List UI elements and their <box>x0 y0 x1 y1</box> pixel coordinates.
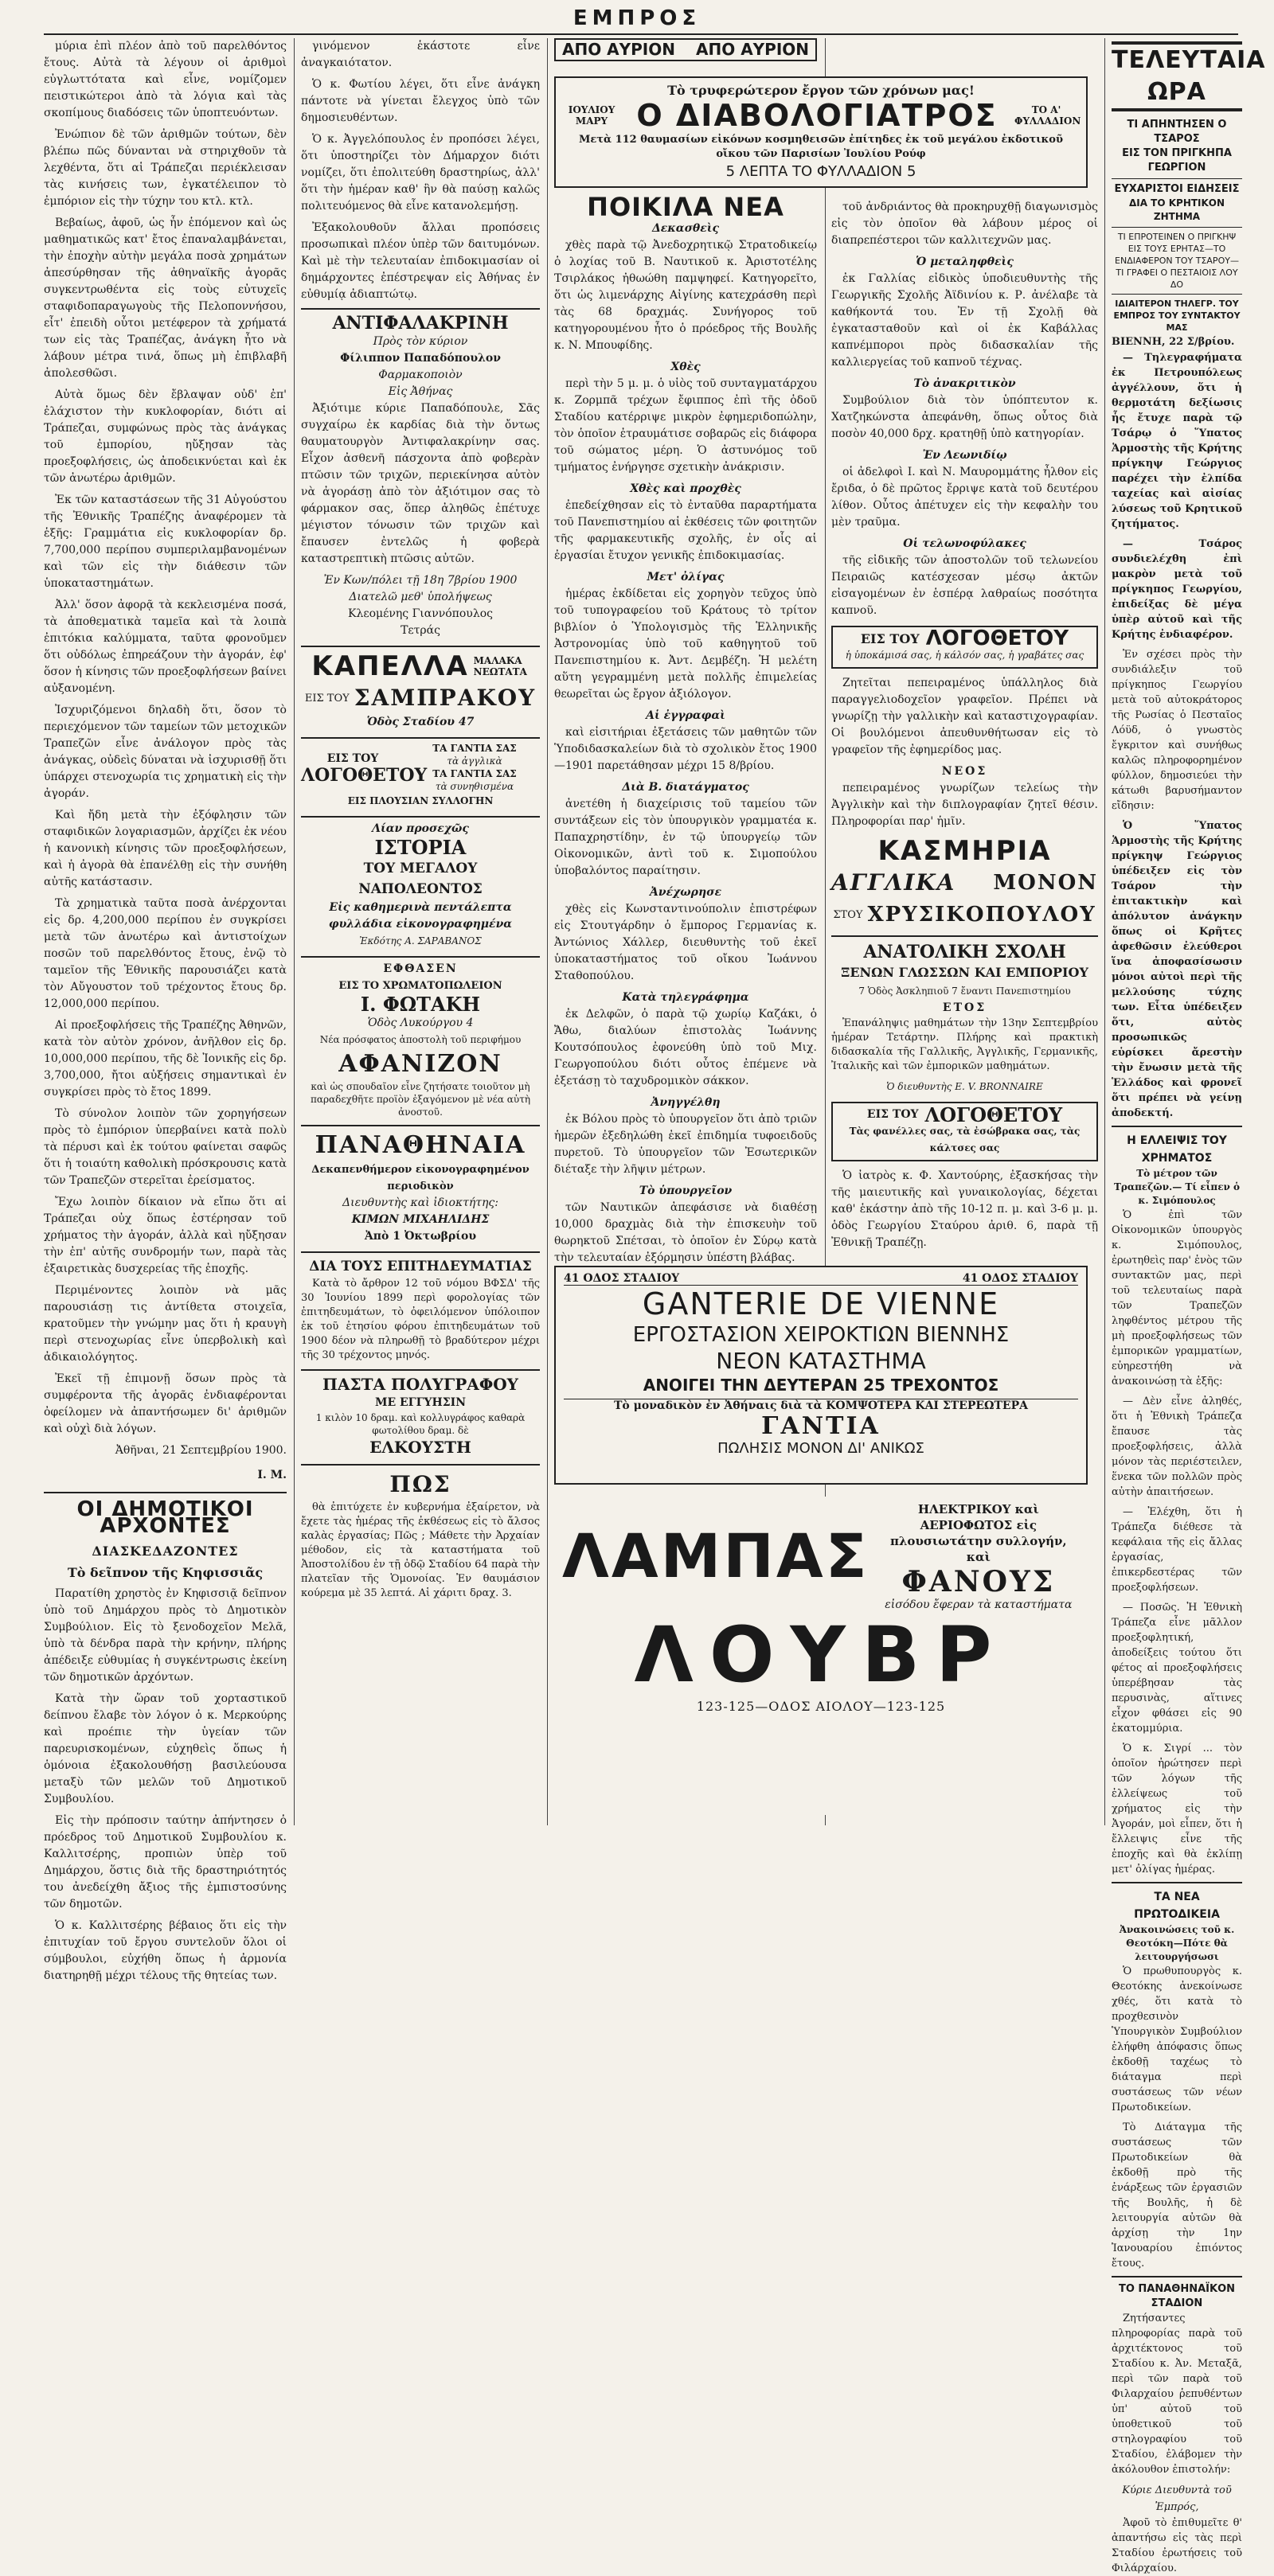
news-item: Οἱ τελωνοφύλακες τῆς εἰδικῆς τῶν ἀποστολῶν τοῦ τελωνείου Πειραιῶς κατέσχεσαν μέσῳ ἀκτῶν εἰσαγομένων ἐν ἑσπέρᾳ λαθραίως ποσότητα καπνοῦ. <box>831 537 1098 617</box>
ad-title: ΕΡΓΟΣΤΑΣΙΟΝ ΧΕΙΡΟΚΤΙΩΝ ΒΙΕΝΝΗΣ <box>632 1323 1010 1347</box>
article-paragraph: Ἀφοῦ τὸ ἐπιθυμεῖτε θ' ἀπαντήσω εἰς τὰς περὶ Σταδίου ἐρωτήσεις τοῦ Φιλάρχαίου. <box>1112 2517 1242 2574</box>
news-item: Διὰ Β. διατάγματος ἀνετέθη ἡ διαχείρισις τοῦ ταμείου τῶν συντάξεων εἰς τὸν ὑπουργικὸν γραμματέα κ. Παπαχρηστίδην, ἐν τῷ ὑπουργείῳ τῶν Οἰκονομικῶν, ἀντὶ τοῦ κ. Σιμοπούλου ὑποβαλόντος παραίτησιν. <box>554 781 817 877</box>
article-paragraph: Παρατίθη χρηστὸς ἐν Κηφισσιᾷ δεῖπνον ὑπὸ τοῦ Δημάρχου πρὸς τὸ Δημοτικὸν Συμβούλιον. Εἰς τὸ ξενοδοχεῖον Μελᾶ, ὑπὸ τὰ δένδρα παρὰ τὴν κρήνην, πλήρης ἀπέδειξε εὐθυμίας ἡ συγκέντρωσις ἐκείνη τῶν δημοτικῶν ἀρχόντων. <box>44 1587 287 1684</box>
column-1 <box>44 38 287 1982</box>
news-item: Ὁ μεταληφθεὶς ἐκ Γαλλίας εἰδικὸς ὑποδιευθυντὴς τῆς Γεωργικῆς Σχολῆς Ἀϊδινίου κ. Ρ. ἀνέλαβε τὰ καθήκοντά του. Ἐν τῇ Σχολῇ θὰ ἐγκατασταθοῦν καὶ οἱ ἐκ Καβάλλας καπνέμποροι πρὸς διδασκαλίαν τῆς καλλιεργείας τοῦ καπνοῦ τέχνας. <box>831 256 1098 369</box>
ad-line: ΑΝΟΙΓΕΙ ΤΗΝ ΔΕΥΤΕΡΑΝ 25 ΤΡΕΧΟΝΤΟΣ <box>643 1376 999 1395</box>
ad-line: ΤΑ ΓΑΝΤΙΑ ΣΑΣ <box>432 743 517 754</box>
ganterie-advertisement <box>554 1266 1088 1485</box>
article-paragraph: Ἰσχυριζόμενοι δηλαδὴ ὅτι, ὅσον τὸ περιεχόμενον τῶν ταμείων τῶν μετοχικῶν Τραπεζῶν εἶνε ἀνάλογον πρὸς τὰς ἀνάγκας, οὐδεὶς δύναται νὰ ἰσχυρισθῇ ὅτι ὑπάρχει στενοχωρία τις χρηματικὴ εἰς τὴν ἀγοράν. <box>44 704 287 800</box>
ad-line: Λίαν προσεχῶς <box>372 822 469 835</box>
ad-line: ΜΑΛΑΚΑ ΝΕΩΤΑΤΑ <box>473 655 527 677</box>
article-paragraph: Ὁ κ. Ἀγγελόπουλος ἐν προπόσει λέγει, ὅτι ὑποστηρίζει τὸν Δήμαρχον διότι νομίζει, ὅτι ἐπολιτεύθη δραστηρίως, ἀλλ' ὅτι τὴν ἡμέραν καθ' ἣν θὰ παύσῃ καλῶς πολιτευόμενος θὰ εἶνε κατανολεμήσῃ. <box>301 133 540 213</box>
article-paragraph: Ἐνώπιον δὲ τῶν ἀριθμῶν τούτων, δὲν βλέπω πῶς δύνανται νὰ στηριχθοῦν τὰ λεχθέντα, ὅτι αἱ Τράπεζαι περιέκλεισαν τὰς κινήσεις των, ἐγκατέλειπον τὸ ἐμπόριον εἰς τὴν τύχην του κτλ. κτλ. <box>44 128 287 208</box>
article-paragraph: — Τσάρος συνδιελέχθη ἐπὶ μακρὸν μετὰ τοῦ πρίγκηπος Γεωργίου, ἐπιδείξας δὲ μέγα ὑπὲρ αὐτοῦ καὶ τῆς Κρήτης ἐνδιαφέρον. <box>1112 538 1242 641</box>
ad-line: Ἐν Κων/πόλει τῇ 18η 7βρίου 1900 <box>323 574 518 587</box>
article-paragraph: Τὸ σύνολον λοιπὸν τῶν χορηγήσεων πρὸς τὸ ἐμπόριον ὑπερβαίνει κατὰ πολὺ τὰ πέρυσι καὶ ἐκ τούτου φαίνεται σαφῶς ὅτι ἡ τοιαύτη καθολικὴ πρόσκρουσις κατὰ τῶν Τραπεζῶν στερεῖται ἐρείσματος. <box>44 1107 287 1187</box>
article-paragraph: γινόμενον ἑκάστοτε εἶνε ἀναγκαιότατον. <box>301 40 540 69</box>
ad-line: ΕΤΟΣ <box>942 1001 987 1014</box>
ad-line: 123-125—ΟΔΟΣ ΑΙΟΛΟΥ—123-125 <box>696 1699 946 1714</box>
ad-body: Ἀξιότιμε κύριε Παπαδόπουλε, Σᾶς συγχαίρω ἐκ καρδίας διὰ τὴν ὄντως θαυματουργὸν Ἀντιφαλακρίνην σας. Εἶχον ἀσθενῆ πάσχοντα ἀπὸ φοβερὰν πτῶσιν τῶν τριχῶν, περιεκίνησα αὐτὸν νὰ ἀγοράσῃ ἀπὸ τὸν ἀξιότιμον σας τὸ φάρμακον σας, ὅπερ ἀληθῶς ἐπέτυχε μέγιστον τόνωσιν τῶν τριχῶν καὶ ἔπαυσεν ἐντελῶς ἡ φοβερὰ καταστρεπτικὴ πτῶσις αὐτῶν. <box>301 402 540 565</box>
article-paragraph: Ἐκεῖ τῇ ἐπιμονῇ ὅσων πρὸς τὰ συμφέροντα τῆς ἀγορᾶς ἐνδιαφέρονται ὀφείλομεν νὰ ἀπαντήσωμεν δι' ἀριθμῶν καὶ οὐχὶ διὰ λόγων. <box>44 1372 287 1435</box>
news-item: Κατὰ τηλεγράφημα ἐκ Δελφῶν, ὁ παρὰ τῷ χωρίῳ Καζάκι, ὁ Ἄθω, διαλύων ἐπιστολὰς Ἰωάννης Κουτσόπουλος ἐφονεύθη ὑπὸ τοῦ Μιχ. Γεωργοπούλου διότι οὗτος ἐπέμενε νὰ ἐξετάσῃ τὸ ταχυδρομικὸν σάκκον. <box>554 991 817 1087</box>
news-item: Δεκασθεὶς χθὲς παρὰ τῷ Ἀνεδοχρητικῷ Στρατοδικείῳ ὁ λοχίας τοῦ Β. Ναυτικοῦ κ. Ἀριστοτέλης Τσιρλάκος ἠθωώθη παμψηφεί. Κατηγορεῖτο, ὅτι ὡς λιμενάρχης Αἰγίνης κατεχράσθη περὶ τὰς 68 δραχμάς. Συνήγορος τοῦ κατηγορουμένου ἦτο ὁ πρόεδρος τῆς Βουλῆς κ. Ν. Μπουφίδης. <box>554 222 817 352</box>
article-paragraph: — Τηλεγραφήματα ἐκ Πετρουπόλεως ἀγγέλλουν, ὅτι ἡ θερμοτάτη δεξίωσις ἧς ἔτυχε παρὰ τῷ Τσάρῳ ὁ Ὕπατος Ἁρμοστὴς τῆς Κρήτης πρίγκηψ Γεώργιος παρέχει τὴν ἐλπίδα ταχείας καὶ αἰσίας λύσεως τοῦ Κρητικοῦ ζητήματος. <box>1112 352 1242 530</box>
ad-body: Ἐπανάληψις μαθημάτων τὴν 13ην Σεπτεμβρίου ἡμέραν Τετάρτην. Πλήρης καὶ πρακτικὴ διδασκαλία τῆς Γαλλικῆς, Ἀγγλικῆς, Γερμανικῆς, Ἰταλικῆς καὶ τῶν ἐμπορικῶν μαθημάτων. <box>831 1017 1098 1072</box>
ad-line: ΚΙΜΩΝ ΜΙΧΑΗΛΙΔΗΣ <box>351 1213 490 1226</box>
ad-line: ΤΟ Α' ΦΥΛΛΑΔΙΟΝ <box>1014 104 1081 127</box>
ad-line: Δεκαπενθήμερον εἰκονογραφημένον περιοδικὸν <box>311 1164 530 1192</box>
ad-title: Ο ΔΙΑΒΟΛΟΓΙΑΤΡΟΣ <box>636 98 998 133</box>
ad-line: Ὁ διευθυντὴς E. V. BRONNAIRE <box>886 1081 1043 1092</box>
ad-title: ΙΣΤΟΡΙΑ <box>374 836 467 859</box>
ad-title: ΜΟΝΟΝ <box>993 871 1098 895</box>
ad-line: ΕΙΣ ΠΛΟΥΣΙΑΝ ΣΥΛΛΟΓΗΝ <box>347 795 494 806</box>
news-item: Ἐν Λεωνιδίῳ οἱ ἀδελφοὶ Ι. καὶ Ν. Μαυρομμάτης ἦλθον εἰς ἔριδα, ὁ δὲ πρῶτος ἔρριψε κατὰ τοῦ δευτέρου λίθον. Οὗτος ἀπέτυχεν εἰς τὴν κεφαλὴν του μὲν τραῦμα. <box>831 449 1098 529</box>
section-title: ΤΕΛΕΥΤΑΙΑ ΩΡΑ <box>1112 41 1242 111</box>
ad-title: ΕΛΚΟΥΣΤΗ <box>369 1438 471 1457</box>
article-paragraph: Ἐκ τῶν καταστάσεων τῆς 31 Αὐγούστου τῆς Ἐθνικῆς Τραπέζης ἀναφέρομεν τὰ ἑξῆς: Γραμμάτια εἰς κυκλοφορίαν δρ. 7,700,000 περίπου συμπεριλαμβανομένων καὶ τῶν εἰς τὴν διάθεσιν τῶν ὑποκαταστημάτων. <box>44 494 287 590</box>
news-item: Ἀνηγγέλθη ἐκ Βόλου πρὸς τὸ ὑπουργεῖον ὅτι ἀπὸ τριῶν ἡμερῶν ἐξεδηλώθη ἐκεῖ ἐπιδημία τυφοειδοῦς πυρετοῦ. Τὸ ὑπουργεῖον τῶν Ἐσωτερικῶν διέταξε τὴν λῆψιν μέτρων. <box>554 1096 817 1176</box>
news-item: Αἱ ἐγγραφαὶ καὶ εἰσιτήριαι ἐξετάσεις τῶν μαθητῶν τῶν Ὑποδιδασκαλείων διὰ τὸ σχολικὸν ἔτος 1900—1901 παρετάθησαν μέχρι 15 8/βρίου. <box>554 709 817 772</box>
ad-line: Εἰς Ἀθήνας <box>388 385 453 398</box>
ad-line: Τὸ τρυφερώτερον ἔργον τῶν χρόνων μας! <box>667 83 975 98</box>
article-paragraph: Ὁ Ὕπατος Ἁρμοστὴς τῆς Κρήτης πρίγκηψ Γεώργιος ὑπέδειξεν εἰς τὸν Τσάρον τὴν ἐπιτακτικὴν καὶ ἀπόλυτον ἀνάγκην ὅπως οἱ Κρῆτες ἀφεθῶσιν ἐλεύθεροι ἵνα ἀποφασίσωσιν μόνοι αὐτοὶ περὶ τῆς μελλούσης τύχης των. Εἶτα ὑπέδειξεν ὅτι, αὐτὸς προσωπικῶς εὑρίσκει ἄρεστὴν τὴν ἔνωσιν μετὰ τῆς Ἑλλάδος καὶ φρονεῖ ὅτι πρέπει νὰ γείνῃ ἀποδεκτή. <box>1112 820 1242 1119</box>
ad-title: ΑΓΓΛΙΚΑ <box>831 869 956 896</box>
ad-title: ΞΕΝΩΝ ΓΛΩΣΣΩΝ ΚΑΙ ΕΜΠΟΡΙΟΥ <box>841 965 1088 980</box>
ad-title: GANTERIE DE VIENNE <box>642 1286 1000 1321</box>
ad-line: Τὸ μοναδικὸν ἐν Ἀθήναις διὰ τὰ ΚΟΜΨΟΤΕΡΑ ΚΑΙ ΣΤΕΡΕΩΤΕΡΑ <box>564 1399 1078 1412</box>
article-paragraph: — Ποσῶς. Ἡ Ἐθνικὴ Τράπεζα εἶνε μᾶλλον προεξοφλητική, ἀποδείξεις τούτου ὅτι φέτος αἱ προεξοφλήσεις ὑπερέβησαν τὰς περυσινὰς, αἵτινες εἶχον φθάσει εἰς 90 ἑκατομμύρια. <box>1112 1602 1242 1735</box>
ad-line: 41 ΟΔΟΣ ΣΤΑΔΙΟΥ <box>564 1272 680 1285</box>
masthead: ΕΜΠΡΟΣ <box>573 6 701 30</box>
ad-title: ΧΡΥΣΙΚΟΠΟΥΛΟΥ <box>867 903 1096 927</box>
ad-line: ΤΑ ΓΑΝΤΙΑ ΣΑΣ <box>432 768 517 779</box>
article-paragraph: Ὁ κ. Σιγρί ... τὸν ὁποῖον ἠρώτησεν περὶ τῶν λόγων τῆς ἐλλείψεως τοῦ χρήματος εἰς τὴν Ἀγοράν, μοὶ εἶπεν, ὅτι ἡ ἔλλειψις εἶνε τῆς ἐποχῆς καὶ θὰ ἐκλίπῃ μετ' ὀλίγας ἡμέρας. <box>1112 1743 1242 1875</box>
ad-line: Ἐκδότης Α. ΣΑΡΑΒΑΝΟΣ <box>359 935 482 946</box>
article-paragraph: — Δὲν εἶνε ἀληθές, ὅτι ἡ Ἐθνικὴ Τράπεζα ἔπαυσε τὰς προεξοφλήσεις, ἀλλὰ μόνον τὰς περιέστειλεν, ἕνεκα τῶν πολλῶν πρὸς αὐτὴν ἀπαιτήσεων. <box>1112 1395 1242 1498</box>
ad-line: ΙΟΥΛΙΟΥ ΜΑΡΥ <box>568 104 616 127</box>
article-dateline: Ἀθῆναι, 21 Σεπτεμβρίου 1900. <box>115 1444 287 1457</box>
ad-line: Διευθυντὴς καὶ ἰδιοκτήτης: <box>342 1196 498 1209</box>
article-author: Ι. Μ. <box>257 1469 287 1481</box>
news-headline: ΤΑ ΝΕΑ ΠΡΩΤΟΔΙΚΕΙΑ <box>1134 1891 1220 1921</box>
ad-body: θὰ ἐπιτύχετε ἐν κυβερνήμα ἐξαίρετον, νὰ ἔχετε τὰς ἡμέρας τῆς ἐκθέσεως εἰς τὸ ἄλσος καλὰς ἐργασίας; Πῶς ; Μάθετε τὴν Ἀρχαίαν μέθοδον, εἰς τὰ καταστήματα τοῦ Ἀποστολίδου ἐν τῇ ὁδῷ Σταδίου 64 παρὰ τὴν πλατεῖαν τῆς Ὁμονοίας. Ἐν θαυμάσιον κούρεμα μὲ 35 λεπτά. Αἱ χάριτι δραχ. 3. <box>301 1501 540 1599</box>
article-subheadline: ΔΙΑΣΚΕΔΑΖΟΝΤΕΣ <box>92 1544 239 1559</box>
ad-line: τὰ ἀγγλικὰ <box>447 755 502 767</box>
section-title: ΠΟΙΚΙΛΑ ΝΕΑ <box>587 192 784 222</box>
ad-line: 1 κιλὸν 10 δραμ. καὶ κολλυγράφος καθαρὰ φωτολίθου δραμ. δὲ <box>315 1412 526 1436</box>
ad-title: ΑΦΑΝΙΖΟΝ <box>338 1050 502 1078</box>
ad-body: Κατὰ τὸ ἄρθρον 12 τοῦ νόμου ΒΦΣΔ' τῆς 30 Ἰουνίου 1899 περὶ φορολογίας τῶν ἐπιτηδευμάτων, τὸ ὀφειλόμενον ὑπόλοιπον ἐκ τοῦ ἐτησίου φόρου ἐπιτηδευμάτων τοῦ 1900 δέον νὰ πληρωθῇ τὸ βραδύτερον μέχρι τῆς 30 τρέχοντος μηνός. <box>301 1278 540 1361</box>
column-4 <box>831 199 1098 1258</box>
article-paragraph: τοῦ ἀνδριάντος θὰ προκηρυχθῇ διαγωνισμὸς εἰς τὸν ὁποῖον θὰ λάβουν μέρος οἱ διαπρεπέστεροι τῶν καλλιτεχνῶν μας. <box>831 201 1098 247</box>
article-paragraph: Ὁ ἐπὶ τῶν Οἰκονομικῶν ὑπουργὸς κ. Σιμόπουλος, ἐρωτηθεὶς παρ' ἑνὸς τῶν συντακτῶν μας, περὶ τοῦ τελευταίως παρὰ τῶν Τραπεζῶν ληφθέντος μέτρου τῆς μὴ προεξοφλήσεως τῶν ἐμπορικῶν γραμματίων, εὐηρεστήθη νὰ ἀνακοινώσῃ τὰ ἑξῆς: <box>1112 1209 1242 1388</box>
ad-title: Ι. ΦΩΤΑΚΗ <box>360 993 481 1016</box>
article-paragraph: Ὁ ἰατρὸς κ. Φ. Χαντούρης, ἐξασκήσας τὴν τῆς μαιευτικῆς καὶ γυναικολογίας, δέχεται καθ' ἑκάστην ἀπὸ τῆς 10-12 π. μ. καὶ 3-6 μ. μ. ὁδὸς Γεωργίου Σταύρου ἀριθ. 6, παρὰ τῇ Ἐθνικῇ Τραπέζῃ. <box>831 1169 1098 1249</box>
ad-line: 7 Ὁδὸς Ἀσκληπιοῦ 7 ἔναντι Πανεπιστημίου <box>858 986 1071 997</box>
article-paragraph: Αὐτὰ ὅμως δὲν ἔβλαψαν οὐδ' ἐπ' ἐλάχιστον τὴν κυκλοφορίαν, διότι αἱ Τράπεζαι, συμφώνως πρὸς τὰς ἀνάγκας τοῦ ἐμπορίου, ηὔξησαν τὰς προεξοφλήσεις, ὡς ἀποδεικνύεται καὶ ἐκ τῶν ἀνωτέρω ἀριθμῶν. <box>44 388 287 485</box>
ad-title: ΝΕΟΝ ΚΑΤΑΣΤΗΜΑ <box>716 1348 926 1374</box>
ad-title: ΛΟΓΟΘΕΤΟΥ <box>301 765 428 786</box>
ad-line: καὶ ὡς σπουδαῖον εἶνε ζητήσατε τοιοῦτον μὴ παραδεχθῆτε προϊὸν ἐξαγόμενον μὲ νέα αὐτὴ ἀνοστοῦ. <box>310 1081 531 1118</box>
article-paragraph: Ζητήσαντες πληροφορίας παρὰ τοῦ ἀρχιτέκτονος τοῦ Σταδίου κ. Ἀν. Μεταξᾶ, περὶ τῶν παρὰ τοῦ Φιλαρχαίου ῥεπυθέντων ὑπ' αὐτοῦ τοῦ ὑποθετικοῦ τοῦ στηλογραφίου τοῦ Σταδίου, ἐλάβομεν τὴν ἀκόλουθον ἐπιστολήν: <box>1112 2313 1242 2476</box>
ad-line: Ὁδὸς Λυκούργου 4 <box>367 1017 474 1029</box>
ad-title: ΑΝΑΤΟΛΙΚΗ ΣΧΟΛΗ <box>863 942 1066 962</box>
ad-title: ΓΑΝΤΙΑ <box>761 1412 881 1440</box>
ad-line: Διατελῶ μεθ' ὑπολήψεως <box>349 591 492 603</box>
ad-title: ΣΑΜΠΡΑΚΟΥ <box>354 685 537 711</box>
news-item: Ἀνέχωρησε χθὲς εἰς Κωνσταντινούπολιν ἐπιστρέφων εἰς Στουτγάρδην ὁ ἔμπορος Γερμανίας κ. Ἀντώνιος Χάλλερ, διευθυντὴς τοῦ ἐκεῖ ὑποκαταστήματος τοῦ οἴκου Ἰωάννου Σταθοπούλου. <box>554 886 817 982</box>
article-paragraph: Περιμένοντες λοιπὸν νὰ μᾶς παρουσιάσῃ τις ἀντίθετα στοιχεῖα, κρατοῦμεν τὴν γνώμην μας ὅτι ἡ κραυγὴ περὶ στενοχωρίας εἶνε ὑπερβολικὴ καὶ ἀδικαιολόγητος. <box>44 1284 287 1364</box>
novel-advertisement <box>554 76 1088 188</box>
ad-line: Ἀπὸ 1 Ὀκτωβρίου <box>364 1230 477 1243</box>
article-paragraph: Ἐξακολουθοῦν ἄλλαι προπόσεις προσωπικαὶ πλέον ὑπὲρ τῶν δαιτυμόνων. Καὶ μὲ τὴν τελευταίαν ἐπιδοκιμασίαν οἱ δημάρχοντες ἐπέστρεψαν εἰς Ἀθήνας ἐν εὐθυμίᾳ ἀδιαπτώτῳ. <box>301 221 540 301</box>
ad-line: ΠΩΛΗΣΙΣ ΜΟΝΟΝ ΔΙ' ΑΝΙΚΩΣ <box>717 1440 924 1457</box>
news-headline: ΕΥΧΑΡΙΣΤΟΙ ΕΙΔΗΣΕΙΣ <box>1114 183 1240 195</box>
ad-line: τὰ συνηθισμένα <box>435 781 514 792</box>
news-item: Χθὲς καὶ προχθὲς ἐπεδείχθησαν εἰς τὸ ἐνταῦθα παραρτήματα τοῦ Πανεπιστημίου αἱ ἐκθέσεις τῶν φοιτητῶν τῆς φαρμακευτικῆς σχολῆς, ἐν οἷς αἱ ἐργασίαι ἔτυχον γενικῆς ἐπιδοκιμασίας. <box>554 482 817 562</box>
news-subheadline: Ἀνακοινώσεις τοῦ κ. Θεοτόκη—Πότε θὰ λειτουργήσωσι <box>1119 1924 1235 1962</box>
ad-title: ΠΑΝΑΘΗΝΑΙΑ <box>315 1131 526 1159</box>
article-paragraph: Εἰς τὴν πρόποσιν ταύτην ἀπήντησεν ὁ πρόεδρος τοῦ Δημοτικοῦ Συμβουλίου κ. Καλλιτσέρης, προπιὼν ὑπὲρ τοῦ Δημάρχου, ὅστις διὰ τῆς δραστηριότητός του ἀνεδείχθη ἄξιος τῆς ἐμπιστοσύνης τῶν δημοτῶν. <box>44 1814 287 1911</box>
ad-header-right: ΑΠΟ ΑΥΡΙΟΝ <box>696 40 809 59</box>
news-subheadline: ΙΔΙΑΙΤΕΡΟΝ ΤΗΛΕΓΡ. ΤΟΥ ΕΜΠΡΟΣ ΤΟΥ ΣΥΝΤΑΚΤΟΥ ΜΑΣ <box>1113 299 1241 333</box>
ad-line: Μετὰ 112 θαυμασίων εἰκόνων κοσμηθεισῶν ἐπίτηδες ἐκ τοῦ μεγάλου ἐκδοτικοῦ οἴκου τῶν Παρισίων Ἰουλίου Ρούφ <box>579 134 1063 160</box>
article-paragraph: Τὸ Διάταγμα τῆς συστάσεως τῶν Πρωτοδικείων θὰ ἐκδοθῇ πρὸ τῆς ἐνάρξεως τῶν ἐργασιῶν τῆς Βουλῆς, ἡ δὲ λειτουργία αὐτῶν θὰ ἀρχίσῃ τὴν 1ην Ἰανουαρίου ἐπιόντος ἔτους. <box>1112 2121 1242 2270</box>
column-divider <box>294 38 295 1825</box>
ad-line: Εἰς καθημερινὰ πεντάλεπτα φυλλάδια εἰκονογραφημένα <box>328 901 513 931</box>
ad-line: ΜΕ ΕΓΓΥΗΣΙΝ <box>374 1396 467 1409</box>
article-paragraph: Αἱ προεξοφλήσεις τῆς Τραπέζης Ἀθηνῶν, κατὰ τὸν αὐτὸν χρόνον, ἀνῆλθον εἰς δρ. 10,000,000 περίπου, τῆς δὲ Ἰονικῆς εἰς δρ. 3,700,000, ἤτοι αὐξήσεις σημαντικαὶ ἐν συγκρίσει πρὸς τὸ ἔτος 1899. <box>44 1019 287 1099</box>
ad-line: ΕΙΣ ΤΟ ΧΡΩΜΑΤΟΠΩΛΕΙΟΝ <box>338 980 502 992</box>
ad-line: Φαρμακοποιὸν <box>378 369 463 381</box>
ad-title: ΔΙΑ ΤΟΥΣ ΕΠΙΤΗΔΕΥΜΑΤΙΑΣ <box>309 1259 532 1274</box>
news-item: Τὸ ἀνακριτικὸν Συμβούλιον διὰ τὸν ὑπόπτευτον κ. Χατζηκώνστα ἀπεφάνθη, ὅπως οὗτος διὰ ποσὸν 40,000 δρχ. κρατηθῇ ὑπὸ κατηγορίαν. <box>831 377 1098 440</box>
ad-line: ΣΤΟΥ <box>833 908 863 921</box>
article-paragraph: Ἀλλ' ὅσον ἀφορᾷ τὰ κεκλεισμένα ποσά, τὰ ἀποθεματικὰ ταμεῖα καὶ τὰ λοιπὰ ἐπιτόκια καλύμματα, ταῦτα φρονοῦμεν ὅτι οὐδόλως ἐπηρεάζουν τὴν ἀγοράν, ἐφ' ὅσον ἡ κίνησις τῶν προεξοφλήσεων βαίνει αὐξανομένη. <box>44 599 287 695</box>
ad-title: ΚΑΠΕΛΛΑ <box>311 650 469 682</box>
news-heading: ΝΕΟΣ <box>941 765 988 778</box>
news-headline: ΕΙΣ ΤΟΝ ΠΡΙΓΚΗΠΑ ΓΕΩΡΓΙΟΝ <box>1122 147 1232 174</box>
ad-title: ΠΑΣΤΑ ΠΟΛΥΓΡΑΦΟΥ <box>322 1375 518 1394</box>
ad-title: ΠΩΣ <box>389 1471 451 1497</box>
article-paragraph: — Ἐλέχθη, ὅτι ἡ Τράπεζα διέθεσε τὰ κεφάλαια τῆς εἰς ἄλλας ἐργασίας, ἐπικερδεστέρας τῶν προεξοφλήσεων. <box>1112 1506 1242 1594</box>
ad-title: ΚΑΣΜΗΡΙΑ <box>877 835 1052 867</box>
column-divider <box>1104 38 1105 1825</box>
article-headline: ΟΙ ΔΗΜΟΤΙΚΟΙ ΑΡΧΟΝΤΕΣ <box>76 1497 254 1538</box>
ad-title: ΑΝΤΙΦΑΛΑΚΡΙΝΗ <box>332 313 509 334</box>
article-paragraph: Καὶ ἤδη μετὰ τὴν ἐξόφλησιν τῶν σταφιδικῶν λογαριασμῶν, ἀρχίζει ἐκ νέου ἡ κανονικὴ κίνησις τῶν προεξοφλήσεων, καὶ ἡ ἀγορὰ θὰ ἐπανέλθῃ εἰς τὴν συνήθη αὐτῆς κατάστασιν. <box>44 809 287 888</box>
news-subheadline: ΤΙ ΕΠΡΟΤΕΙΝΕΝ Ο ΠΡΙΓΚΗΨ ΕΙΣ ΤΟΥΣ ΕΡΗΤΑΣ—ΤΟ ΕΝΔΙΑΦΕΡΟΝ ΤΟΥ ΤΣΑΡΟΥ—ΤΙ ΓΡΑΦΕΙ Ο ΠΕΣΤΑΙΟΙΣ ΛΟΥ ΔΟ <box>1115 232 1239 290</box>
ad-line: Φίλιππον Παπαδόπουλον <box>340 352 501 365</box>
ad-title: ΛΟΥΒΡ <box>634 1610 1008 1700</box>
article-paragraph: Ἔχω λοιπὸν δίκαιον νὰ εἴπω ὅτι αἱ Τράπεζαι οὐχ ὅπως ἐστέρησαν τοῦ χρήματος τὴν ἀγοράν, ἀλλὰ καὶ ηὔξησαν τὴν ἐπ' αὐτῆς συνδρομήν των, παρὰ τὰς ἐξαιρετικὰς δυσχερείας τῆς ἐποχῆς. <box>44 1196 287 1275</box>
louvre-advertisement <box>554 1497 1088 1815</box>
ad-line: 41 ΟΔΟΣ ΣΤΑΔΙΟΥ <box>962 1272 1078 1285</box>
logothetou-ad: ΕΙΣ ΤΟΥ ΛΟΓΟΘΕΤΟΥ Τὰς φανέλλες σας, τὰ ἐσώβρακα σας, τὰς κάλτσες σας <box>831 1102 1098 1161</box>
ad-line: Τετράς <box>401 624 440 637</box>
news-column <box>554 192 817 1264</box>
column-2 <box>301 38 540 1825</box>
article-paragraph: Κατὰ τὴν ὥραν τοῦ χορταστικοῦ δείπνου ἔλαβε τὸν λόγον ὁ κ. Μερκούρης καὶ προέπιε τὴν ὑγείαν τῶν παρευρισκομένων, εὐχηθεὶς ὅπως ἡ ὁμόνοια ἐξακολουθήσῃ βασιλεύουσα μεταξὺ τῶν μελῶν τοῦ Δημοτικοῦ Συμβουλίου. <box>44 1692 287 1805</box>
ad-line: ΕΦΘΑΣΕΝ <box>383 962 458 975</box>
article-paragraph: Τὰ χρηματικὰ ταῦτα ποσὰ ἀνέρχονται εἰς δρ. 4,200,000 περίπου ἐν συγκρίσει μετὰ τῶν ἀνωτέρω καὶ ἀντιστοίχων ποσῶν τοῦ παρελθόντος ἔτους, ἐνῷ τὸ ταμεῖον τῆς Ἐθνικῆς παρουσιάζει κατὰ τὸν Αὔγουστον τοῦ τρέχοντος ἔτους δρ. 12,000,000 περίπου. <box>44 897 287 1010</box>
article-paragraph: Ζητεῖται πεπειραμένος ὑπάλληλος διὰ παραγγελιοδοχεῖον γραφεῖον. Πρέπει νὰ γνωρίζῃ τὴν γαλλικὴν καὶ καταστιχογραφίαν. Οἱ βουλόμενοι ἀπευθυνθήτωσαν εἰς τὸ γραφεῖον τῆς ἐφημερίδος μας. <box>831 677 1098 756</box>
article-paragraph: Ὁ κ. Φωτίου λέγει, ὅτι εἶνε ἀνάγκη πάντοτε νὰ γίνεται ἔλεγχος ὑπὸ τῶν δημοσιευθέντων. <box>301 78 540 124</box>
ad-title: ΛΑΜΠΑΣ <box>562 1520 870 1591</box>
ad-line: ΗΛΕΚΤΡΙΚΟΥ καὶ ΑΕΡΙΟΦΩΤΟΣ εἰς πλουσιωτάτην συλλογήν, καὶ <box>889 1502 1067 1564</box>
news-headline: ΤΙ ΑΠΗΝΤΗΣΕΝ Ο ΤΣΑΡΟΣ <box>1127 119 1227 145</box>
article-kicker: Τὸ δεῖπνον τῆς Κηφισσιᾶς <box>67 1565 264 1580</box>
news-headline: ΔΙΑ ΤΟ ΚΡΗΤΙΚΟΝ ΖΗΤΗΜΑ <box>1128 197 1225 222</box>
ad-line: 5 ΛΕΠΤΑ ΤΟ ΦΥΛΛΑΔΙΟΝ 5 <box>725 163 916 180</box>
dateline: ΒΙΕΝΝΗ, 22 Σ/βρίου. <box>1112 336 1235 348</box>
ad-title: ΦΑΝΟΥΣ <box>901 1565 1056 1598</box>
news-subheadline: Τὸ μέτρον τῶν Τραπεζῶν.— Τί εἶπεν ὁ κ. Σιμόπουλος <box>1113 1168 1241 1206</box>
ad-line: εἰσόδου ἔφεραν τὰ καταστήματα <box>885 1598 1073 1611</box>
ad-line: ΕΙΣ ΤΟΥ <box>326 752 379 765</box>
news-headline: ΤΟ ΠΑΝΑΘΗΝΑΪΚΟΝ ΣΤΑΔΙΟΝ <box>1118 2283 1236 2309</box>
ad-line: Κλεομένης Γιαννόπουλος <box>348 607 493 620</box>
article-paragraph: πεπειραμένος γνωρίζων τελείως τὴν Ἀγγλικὴν καὶ τὴν διπλογραφίαν ζητεῖ θέσιν. Πληροφορίαι παρ' ἡμῖν. <box>831 782 1098 828</box>
news-headline: Η ΕΛΛΕΙΨΙΣ ΤΟΥ ΧΡΗΜΑΤΟΣ <box>1127 1134 1227 1165</box>
letter-greeting: Κύριε Διευθυντὰ τοῦ Ἐμπρός, <box>1122 2484 1232 2513</box>
article-paragraph: Ὁ πρωθυπουργὸς κ. Θεοτόκης ἀνεκοίνωσε χθές, ὅτι κατὰ τὸ προχθεσινὸν Ὑπουργικὸν Συμβούλιον ἐλήφθη ἀπόφασις ὅπως ἐκδοθῇ ταχέως τὸ διάταγμα περὶ συστάσεως τῶν νέων Πρωτοδικείων. <box>1112 1965 1242 2113</box>
last-hour-column <box>1112 38 1266 2574</box>
masthead-rule <box>44 33 1238 35</box>
ad-title: ΤΟΥ ΜΕΓΑΛΟΥ ΝΑΠΟΛΕΟΝΤΟΣ <box>358 861 483 897</box>
ad-line: Νέα πρόσφατος ἀποστολὴ τοῦ περιφήμου <box>319 1034 522 1045</box>
news-item: Χθὲς περὶ τὴν 5 μ. μ. ὁ υἱὸς τοῦ συνταγματάρχου κ. Ζορμπᾶ τρέχων ἔφιππος ἐπὶ τῆς ὁδοῦ Σταδίου κατέρριψε μικρὸν ἐφημεριδοπώλην, τὸν ὁποῖον ἐτραυμάτισε σοβαρῶς εἰς διάφορα τοῦ σώματος μέρη. Ὁ ἀστυνόμος τοῦ τμήματος ἐνήργησε σχετικὴν ἀνάκρισιν. <box>554 361 817 474</box>
ad-line: Πρὸς τὸν κύριον <box>373 335 468 348</box>
article-paragraph: Βεβαίως, ἀφοῦ, ὡς ἦν ἑπόμενον καὶ ὡς μαθηματικῶς κατ' ἔτος ἐπαναλαμβάνεται, τὴν ἐποχὴν αὐτὴν μεγάλα ποσὰ χρημάτων ἀπεσύρθησαν τῆς ἀθηναϊκῆς ἀγορᾶς συγκεντρωθέντα εἰς τοὺς εὐτυχεῖς σταφιδοπαραγωγοὺς τῆς Πελοποννήσου, εἶτ' ἐπειδὴ οὗτοι μετέφερον τὰ χρήματά των εἰς τὰς Τραπέζας, ἀνάγκη ἦτο νὰ λάβουν μέτρα τινά, ὅπως μὴ ἐπιβλαβῆ ἀπολεσθῶσι. <box>44 217 287 380</box>
column-divider <box>547 38 548 1825</box>
ad-line: Ὁδὸς Σταδίου 47 <box>366 716 475 728</box>
news-item: Μετ' ὀλίγας ἡμέρας ἐκδίδεται εἰς χορηγὸν τεῦχος ὑπὸ τοῦ τυπογραφείου τοῦ Κράτους τὸ τρίτον βιβλίον ὁ Ὑπολογισμὸς τῆς Ἑλληνικῆς Ἀστρονομίας ὑπὸ τοῦ καθηγητοῦ τοῦ Πανεπιστημίου κ. Ἀντ. Δεμβέζη. Ἡ μελέτη αὕτη γεγραμμένη μετὰ πολλῆς ἐπιμελείας θεωρεῖται ὡς ἔργον ἀξιόλογον. <box>554 571 817 701</box>
ad-header-left: ΑΠΟ ΑΥΡΙΟΝ <box>562 40 675 59</box>
article-paragraph: μύρια ἐπὶ πλέον ἀπὸ τοῦ παρελθόντος ἔτους. Αὐτὰ τὰ λέγουν οἱ ἀριθμοὶ εὐγλωττότατα καὶ εἶνε, νομίζομεν πειστικώτεροι ἀπὸ τὰ λόγια καὶ τὰς σκοπίμους διαδόσεις τῶν ὑποπτευόντων. <box>44 40 287 119</box>
logothetou-ad: ΕΙΣ ΤΟΥ ΛΟΓΟΘΕΤΟΥ ἡ ὑποκάμισά σας, ἡ κάλσόν σας, ἡ γραβάτες σας <box>831 626 1098 669</box>
article-paragraph: Ἐν σχέσει πρὸς τὴν συνδιάλεξιν τοῦ πρίγκηπος Γεωργίου μετὰ τοῦ αὐτοκράτορος τῆς Ρωσίας ὁ Πεσταῖος Λόϋδ, ὁ γνωστὸς ἔγκριτον καὶ συνήθως καλῶς πληροφορημένον φύλλον, δημοσιεύει τὴν κάτωθι βαρυσήμαντον εἴδησιν: <box>1112 649 1242 812</box>
news-item: Τὸ ὑπουργεῖον τῶν Ναυτικῶν ἀπεφάσισε νὰ διαθέσῃ 10,000 δραχμὰς διὰ τὴν ἐπισκευὴν τοῦ θωρηκτοῦ Σπέτσαι, τὸ ὁποῖον ἐν Σύρῳ κατὰ τὴν τελευταίαν ἐξόρμησιν ὑπέστη βλάβας. <box>554 1185 817 1264</box>
ad-line: ΕΙΣ ΤΟΥ <box>304 692 350 704</box>
article-paragraph: Ὁ κ. Καλλιτσέρης βέβαιος ὅτι εἰς τὴν ἐπιτυχίαν τοῦ ἔργου συντελοῦν ὅλοι οἱ σύμβουλοι, εὐχήθη ὅπως ἡ ἀρμονία διατηρηθῇ μέχρι τέλους τῆς θητείας των. <box>44 1919 287 1982</box>
